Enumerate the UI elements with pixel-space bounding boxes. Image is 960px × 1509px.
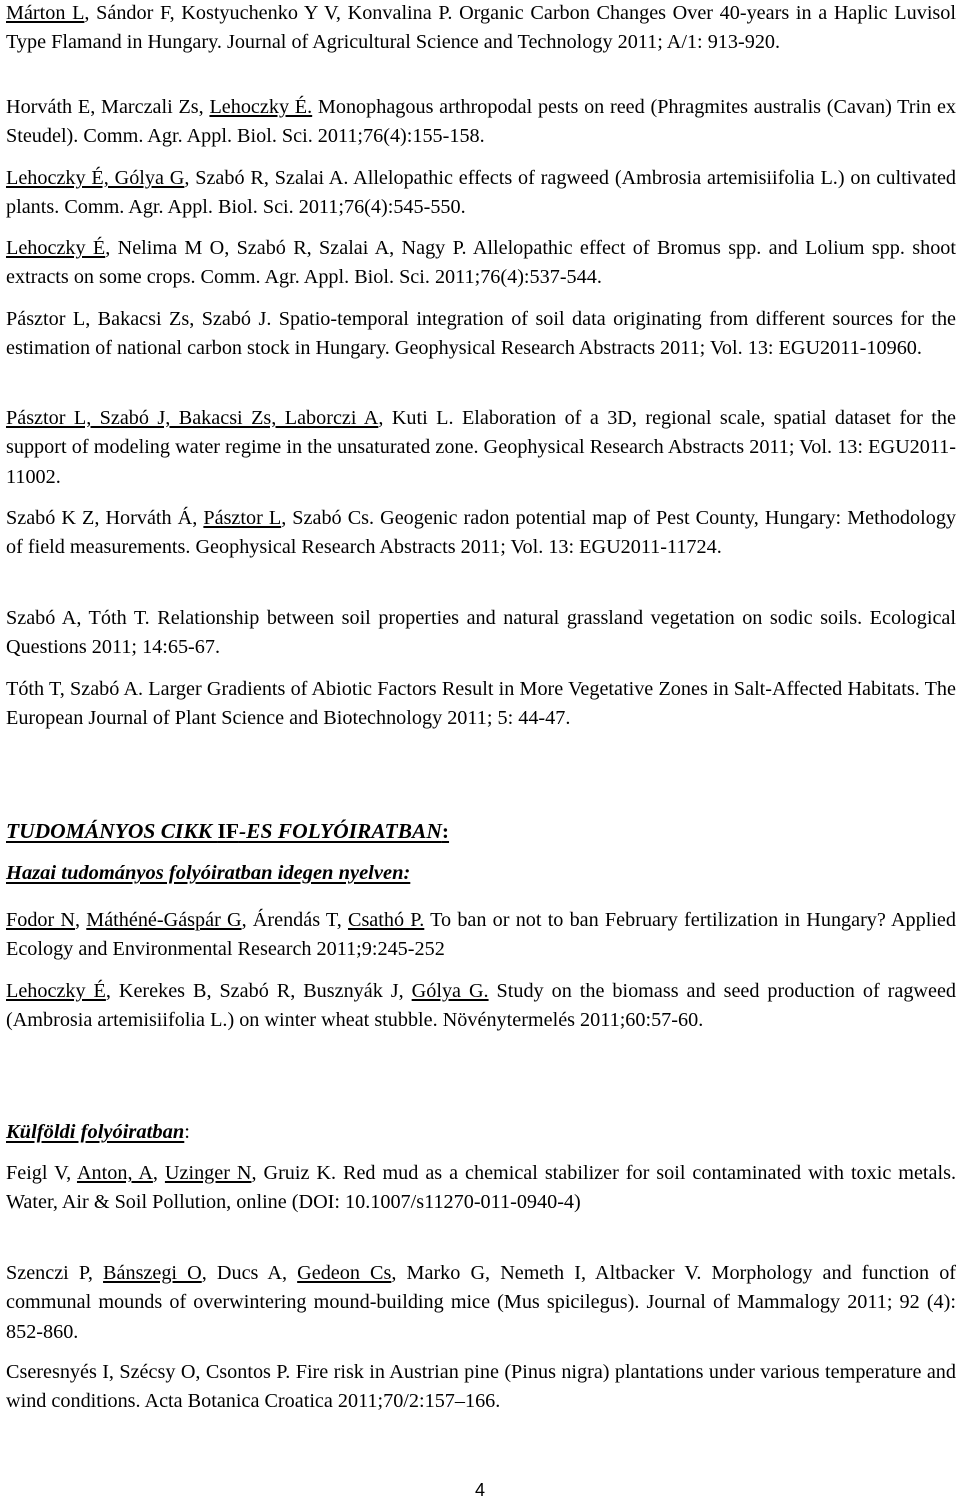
reference-item: Horváth E, Marczali Zs, Lehoczky É. Monophagous arthropodal pests on reed (Phragmites australis (Cavan) Trin ex Steudel). Comm. Agr. Appl. Biol. Sci. 2011;76(4):155-158. [6,96,957,148]
reference-item: Cseresnyés I, Szécsy O, Csontos P. Fire risk in Austrian pine (Pinus nigra) plantations under various temperature and wind conditions. Acta Botanica Croatica 2011;70/2:157–166. [6,1361,956,1413]
reference-item: Feigl V, Anton, A, Uzinger N, Gruiz K. Red mud as a chemical stabilizer for soil contaminated with toxic metals. Water, Air & Soil Pollution, online (DOI: 10.1007/s11270-011-0940-4) [6,1162,957,1214]
reference-item: Lehoczky É, Gólya G, Szabó R, Szalai A. Allelopathic effects of ragweed (Ambrosia artemisiifolia L.) on cultivated plants. Comm. Agr. Appl. Biol. Sci. 2011;76(4):545-550. [6,167,957,219]
reference-item: Márton L, Sándor F, Kostyuchenko Y V, Konvalina P. Organic Carbon Changes Over 40-years in a Haplic Luvisol Type Flamand in Hungary. Journal of Agricultural Science and Technology 2011; A/1: 913-920. [6,2,956,54]
page-number: 4 [474,1480,485,1500]
foreign-subheading: Külföldi folyóiratban: [6,1121,190,1143]
reference-item: Szabó K Z, Horváth Á, Pásztor L, Szabó Cs. Geogenic radon potential map of Pest County, Hungary: Methodology of field measurements. Geophysical Research Abstracts 2011; Vol. 13: EGU2011-11724. [6,507,957,559]
reference-item: Pásztor L, Szabó J, Bakacsi Zs, Laborczi A, Kuti L. Elaboration of a 3D, regional scale, spatial dataset for the support of modeling water regime in the unsaturated zone. Geophysical Research Abstracts 2011; Vol. 13: EGU2011-11002. [6,407,956,488]
reference-item: Pásztor L, Bakacsi Zs, Szabó J. Spatio-temporal integration of soil data originating from different sources for the estimation of national carbon stock in Hungary. Geophysical Research Abstracts 2011; Vol. 13: EGU2011-10960. [6,308,957,360]
reference-item: Szabó A, Tóth T. Relationship between soil properties and natural grassland vegetation on sodic soils. Ecological Questions 2011; 14:65-67. [6,607,956,659]
reference-item: Szenczi P, Bánszegi O, Ducs A, Gedeon Cs, Marko G, Nemeth I, Altbacker V. Morphology and function of communal mounds of overwintering mound-building mice (Mus spicilegus). Journal of Mammalogy 2011; 92 (4): 852-860. [6,1262,957,1343]
reference-item: Lehoczky É, Kerekes B, Szabó R, Busznyák J, Gólya G. Study on the biomass and seed production of ragweed (Ambrosia artemisiifolia L.) on winter wheat stubble. Növénytermelés 2011;60:57-60. [6,980,957,1032]
section-heading: TUDOMÁNYOS CIKK IF-ES FOLYÓIRATBAN: [6,819,450,843]
reference-item: Lehoczky É, Nelima M O, Szabó R, Szalai A, Nagy P. Allelopathic effect of Bromus spp. and Lolium spp. shoot extracts on some crops. Comm. Agr. Appl. Biol. Sci. 2011;76(4):537-544. [6,237,956,289]
domestic-subheading: Hazai tudományos folyóiratban idegen nyelven: [6,862,411,884]
reference-item: Tóth T, Szabó A. Larger Gradients of Abiotic Factors Result in More Vegetative Zones in Salt-Affected Habitats. The European Journal of Plant Science and Biotechnology 2011; 5: 44-47. [6,678,956,730]
reference-item: Fodor N, Máthéné-Gáspár G, Árendás T, Csathó P. To ban or not to ban February fertilization in Hungary? Applied Ecology and Environmental Research 2011;9:245-252 [6,909,956,961]
